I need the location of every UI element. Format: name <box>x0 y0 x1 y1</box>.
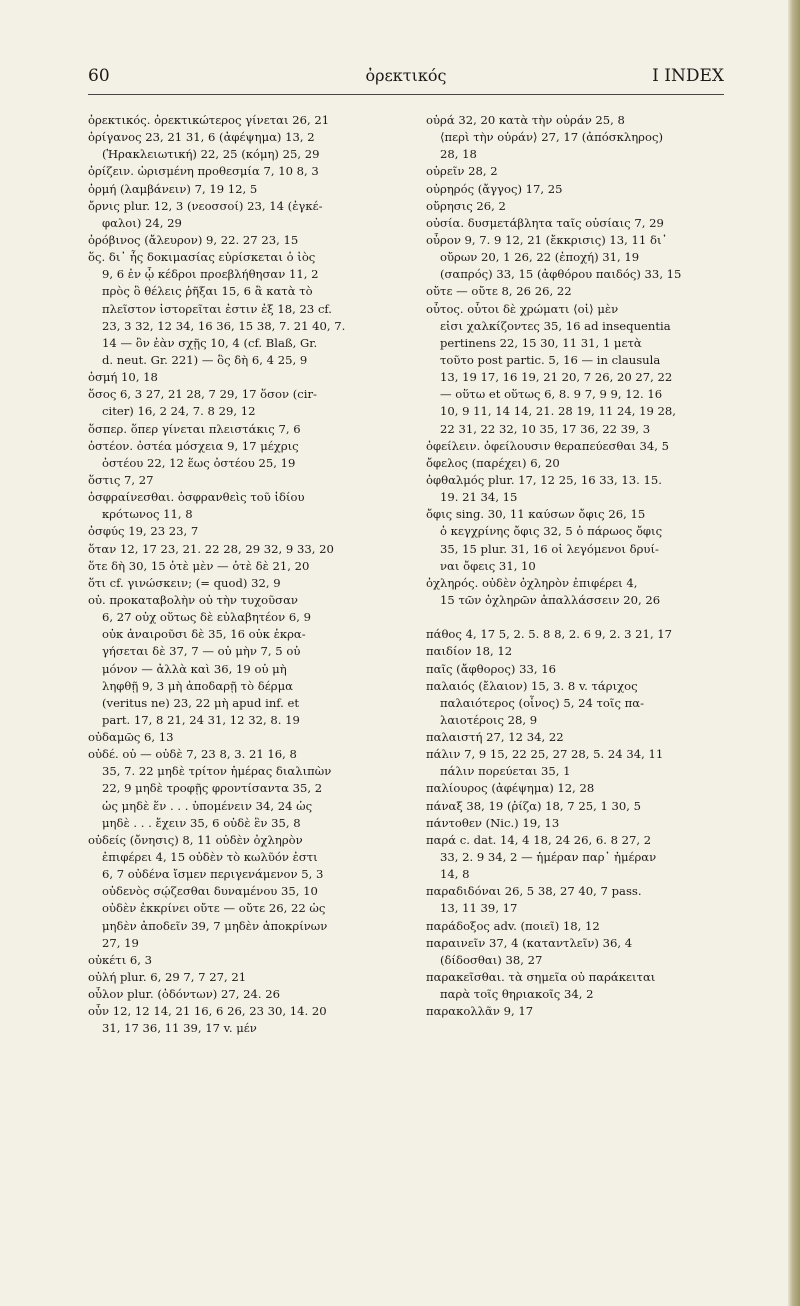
index-entry-continuation: 13, 11 39, 17 <box>440 901 518 916</box>
index-entry-continuation: οὐδὲν ἐκκρίνει οὔτε — οὔτε 26, 22 ὡς <box>102 901 326 916</box>
index-entry-continuation: (veritus ne) 23, 22 μὴ apud inf. et <box>102 695 300 710</box>
index-entry-continuation: οὐκ ἀναιροῦσι δὲ 35, 16 οὐκ ἐκρα- <box>102 627 306 642</box>
index-entry: ὅταν 12, 17 23, 21. 22 28, 29 32, 9 33, 20 <box>88 541 334 556</box>
index-entry: ὅτε δὴ 30, 15 ὁτὲ μὲν — ὁτὲ δὲ 21, 20 <box>88 558 310 573</box>
index-entry-continuation: πάλιν πορεύεται 35, 1 <box>440 764 571 779</box>
index-entry: ὅτι cf. γινώσκειν; (= quod) 32, 9 <box>88 575 281 590</box>
index-entry-continuation: γήσεται δὲ 37, 7 — οὐ μὴν 7, 5 οὐ <box>102 644 301 659</box>
index-entry: παρακολλᾶν 9, 17 <box>426 1004 534 1019</box>
index-entry: ὀχληρός. οὐδὲν ὀχληρὸν ἐπιφέρει 4, <box>426 575 638 590</box>
section-gap <box>426 609 734 626</box>
index-entry: ὄρνις plur. 12, 3 (νεοσσοί) 23, 14 (ἐγκέ- <box>88 198 323 213</box>
index-entry: ὅς. δι᾽ ἧς δοκιμασίας εὑρίσκεται ὁ ἰὸς <box>88 250 316 265</box>
index-entry: παρακεῖσθαι. τὰ σημεῖα οὐ παράκειται <box>426 970 656 985</box>
index-entry: πάλιν 7, 9 15, 22 25, 27 28, 5. 24 34, 11 <box>426 747 664 762</box>
index-entry-continuation: εἰσι χαλκίζοντες 35, 16 ad insequentia <box>440 318 671 333</box>
index-entry: παιδίον 18, 12 <box>426 644 513 659</box>
index-entry: ὀφθαλμός plur. 17, 12 25, 16 33, 13. 15. <box>426 472 662 487</box>
index-entry: οὖλον plur. (ὀδόντων) 27, 24. 26 <box>88 987 280 1002</box>
index-entry-continuation: 14 — ὃν ἐὰν σχῇς 10, 4 (cf. Blaß, Gr. <box>102 335 318 350</box>
index-entry-continuation: (δίδοσθαι) 38, 27 <box>440 952 543 967</box>
index-entry-continuation: ὡς μηδὲ ἕν . . . ὑπομένειν 34, 24 ὡς <box>102 798 313 813</box>
right-column <box>426 112 734 1020</box>
index-entry-continuation: 6, 7 οὐδένα ἴσμεν περιγενάμενον 5, 3 <box>102 867 324 882</box>
index-entry: οὖν 12, 12 14, 21 16, 6 26, 23 30, 14. 20 <box>88 1004 327 1019</box>
index-entry-continuation: 10, 9 11, 14 14, 21. 28 19, 11 24, 19 28, <box>440 404 676 419</box>
index-entry: οὖρον 9, 7. 9 12, 21 (ἔκκρισις) 13, 11 δι᾽ <box>426 232 668 247</box>
index-entry-continuation: 9, 6 ἐν ᾧ κέδροι προεβλήθησαν 11, 2 <box>102 267 319 282</box>
index-entry-continuation: 35, 15 plur. 31, 16 οἱ λεγόμενοι δρυί- <box>440 541 659 556</box>
index-entry-continuation: πλεῖστον ἱστορεῖται ἐστιν ἐξ 18, 23 cf. <box>102 301 332 316</box>
index-entry: ὅσος 6, 3 27, 21 28, 7 29, 17 ὅσον (cir- <box>88 387 317 402</box>
index-entry: παρά c. dat. 14, 4 18, 24 26, 6. 8 27, 2 <box>426 832 652 847</box>
index-entry-continuation: (σαπρός) 33, 15 (ἀφθόρου παιδός) 33, 15 <box>440 267 682 282</box>
index-entry: οὗτος. οὗτοι δὲ χρώματι ⟨οἱ⟩ μὲν <box>426 301 619 316</box>
index-entry-continuation: ⟨περὶ τὴν οὐράν⟩ 27, 17 (ἀπόσκληρος) <box>440 130 663 145</box>
index-entry-continuation: citer) 16, 2 24, 7. 8 29, 12 <box>102 404 256 419</box>
index-entry: οὐσία. δυσμετάβλητα ταῖς οὐσίαις 7, 29 <box>426 215 664 230</box>
index-entry-continuation: 28, 18 <box>440 147 477 162</box>
index-entry: παραδιδόναι 26, 5 38, 27 40, 7 pass. <box>426 884 642 899</box>
index-entry: ὀφείλειν. ὀφείλουσιν θεραπεύεσθαι 34, 5 <box>426 438 669 453</box>
index-entry-continuation: d. neut. Gr. 221) — ὃς δὴ 6, 4 25, 9 <box>102 352 308 367</box>
index-entry-continuation: (Ἡρακλειωτική) 22, 25 (κόμη) 25, 29 <box>102 147 320 162</box>
index-entry: οὐδείς (ὄνησις) 8, 11 οὐδὲν ὀχληρὸν <box>88 832 303 847</box>
index-entry-continuation: ὁ κεγχρίνης ὄφις 32, 5 ὁ πάρωος ὄφις <box>440 524 663 539</box>
index-entry: ὀρίγανος 23, 21 31, 6 (ἀφέψημα) 13, 2 <box>88 130 315 145</box>
section-title: I INDEX <box>652 66 724 86</box>
index-entry-continuation: ληφθῇ 9, 3 μὴ ἀποδαρῇ τὸ δέρμα <box>102 678 293 693</box>
running-title: ὀρεκτικός <box>365 66 447 85</box>
page-number: 60 <box>88 66 110 86</box>
index-entry: παῖς (ἄφθορος) 33, 16 <box>426 661 556 676</box>
index-entry-continuation: pertinens 22, 15 30, 11 31, 1 μετὰ <box>440 335 642 350</box>
page-header <box>88 66 724 92</box>
index-entry: ὄφις sing. 30, 11 καύσων ὄφις 26, 15 <box>426 507 646 522</box>
index-entry: παραινεῖν 37, 4 (καταντλεῖν) 36, 4 <box>426 935 633 950</box>
index-entry: οὐ. προκαταβολὴν οὐ τὴν τυχοῦσαν <box>88 592 298 607</box>
index-entry-continuation: μόνον — ἀλλὰ καὶ 36, 19 οὐ μὴ <box>102 661 287 676</box>
index-entry: οὐρά 32, 20 κατὰ τὴν οὐράν 25, 8 <box>426 113 625 127</box>
index-entry: ὀσμή 10, 18 <box>88 370 158 385</box>
index-entry: οὐκέτι 6, 3 <box>88 952 153 967</box>
index-entry: ὀρεκτικός. ὀρεκτικώτερος γίνεται 26, 21 <box>88 113 330 127</box>
index-entry-continuation: οὐδενὸς σῴζεσθαι δυναμένου 35, 10 <box>102 884 318 899</box>
index-entry-continuation: ὀστέου 22, 12 ἕως ὀστέου 25, 19 <box>102 455 296 470</box>
index-entry-continuation: 35, 7. 22 μηδὲ τρίτον ἡμέρας διαλιπὼν <box>102 764 332 779</box>
index-entry: πάντοθεν (Nic.) 19, 13 <box>426 815 560 830</box>
index-entry-continuation: κρότωνος 11, 8 <box>102 507 193 522</box>
index-entry-continuation: τοῦτο post partic. 5, 16 — in clausula <box>440 352 661 367</box>
left-column <box>88 112 396 1038</box>
index-entry: ὀσφύς 19, 23 23, 7 <box>88 524 199 539</box>
index-entry-continuation: 19. 21 34, 15 <box>440 490 518 505</box>
index-entry-continuation: 14, 8 <box>440 867 470 882</box>
index-entry-continuation: πρὸς ὃ θέλεις ῥῆξαι 15, 6 ἃ κατὰ τὸ <box>102 284 313 299</box>
index-entry: παλαιός (ἔλαιον) 15, 3. 8 v. τάριχος <box>426 678 638 693</box>
index-entry-continuation: ἐπιφέρει 4, 15 οὐδὲν τὸ κωλῦόν ἐστι <box>102 850 318 865</box>
index-entry: πάθος 4, 17 5, 2. 5. 8 8, 2. 6 9, 2. 3 21, 17 <box>426 627 673 642</box>
index-entry-continuation: 33, 2. 9 34, 2 — ἡμέραν παρ᾽ ἡμέραν <box>440 850 657 865</box>
index-entry: οὔτε — οὔτε 8, 26 26, 22 <box>426 284 572 299</box>
index-entry-continuation: παρὰ τοῖς θηριακοῖς 34, 2 <box>440 987 594 1002</box>
index-entry: οὐδέ. οὐ — οὐδὲ 7, 23 8, 3. 21 16, 8 <box>88 747 297 762</box>
index-entry-continuation: παλαιότερος (οἶνος) 5, 24 τοῖς πα- <box>440 695 644 710</box>
index-entry: πάναξ 38, 19 (ῥίζα) 18, 7 25, 1 30, 5 <box>426 798 642 813</box>
index-entry: παράδοξος adv. (ποιεῖ) 18, 12 <box>426 918 600 933</box>
index-entry-continuation: 15 τῶν ὀχληρῶν ἀπαλλάσσειν 20, 26 <box>440 592 661 607</box>
index-entry: οὐλή plur. 6, 29 7, 7 27, 21 <box>88 970 247 985</box>
index-entry-continuation: — οὕτω et οὕτως 6, 8. 9 7, 9 9, 12. 16 <box>440 387 663 402</box>
index-entry-continuation: ναι ὄφεις 31, 10 <box>440 558 536 573</box>
index-entry: ὀστέον. ὀστέα μόσχεια 9, 17 μέχρις <box>88 438 299 453</box>
index-entry-continuation: 13, 19 17, 16 19, 21 20, 7 26, 20 27, 22 <box>440 370 673 385</box>
index-entry: ὅστις 7, 27 <box>88 472 154 487</box>
header-rule <box>88 94 724 95</box>
index-entry-continuation: 22, 9 μηδὲ τροφῇς φροντίσαντα 35, 2 <box>102 781 323 796</box>
page-edge <box>788 0 800 1306</box>
index-entry: παλίουρος (ἀφέψημα) 12, 28 <box>426 781 595 796</box>
index-entry-continuation: λαιοτέροις 28, 9 <box>440 712 538 727</box>
index-entry-continuation: 31, 17 36, 11 39, 17 v. μέν <box>102 1021 257 1036</box>
index-entry-continuation: μηδὲ . . . ἔχειν 35, 6 οὐδὲ ἓν 35, 8 <box>102 815 301 830</box>
index-entry-continuation: 27, 19 <box>102 935 139 950</box>
index-entry: ὀσφραίνεσθαι. ὀσφρανθεὶς τοῦ ἰδίου <box>88 490 305 505</box>
index-entry: οὐδαμῶς 6, 13 <box>88 730 174 745</box>
index-entry-continuation: 22 31, 22 32, 10 35, 17 36, 22 39, 3 <box>440 421 651 436</box>
index-entry-continuation: part. 17, 8 21, 24 31, 12 32, 8. 19 <box>102 712 300 727</box>
index-entry-continuation: οὔρων 20, 1 26, 22 (ἐποχή) 31, 19 <box>440 250 640 265</box>
index-entry-continuation: φαλοι) 24, 29 <box>102 215 182 230</box>
index-entry: ὄφελος (παρέχει) 6, 20 <box>426 455 560 470</box>
index-entry-continuation: 23, 3 32, 12 34, 16 36, 15 38, 7. 21 40, 7. <box>102 318 346 333</box>
index-entry-continuation: 6, 27 οὐχ οὕτως δὲ εὐλαβητέον 6, 9 <box>102 610 312 625</box>
index-entry: ὀρίζειν. ὡρισμένη προθεσμία 7, 10 8, 3 <box>88 164 319 179</box>
index-entry: οὐρηρός (ἄγγος) 17, 25 <box>426 181 563 196</box>
index-entry: οὔρησις 26, 2 <box>426 198 506 213</box>
index-entry-continuation: μηδὲν ἀποδεῖν 39, 7 μηδὲν ἀποκρίνων <box>102 918 328 933</box>
index-entry: παλαιστή 27, 12 34, 22 <box>426 730 564 745</box>
index-entry: ὀρμή (λαμβάνειν) 7, 19 12, 5 <box>88 181 258 196</box>
index-entry: ὀρόβινος (ἄλευρον) 9, 22. 27 23, 15 <box>88 232 299 247</box>
index-entry: ὅσπερ. ὅπερ γίνεται πλειστάκις 7, 6 <box>88 421 301 436</box>
index-entry: οὐρεῖν 28, 2 <box>426 164 498 179</box>
